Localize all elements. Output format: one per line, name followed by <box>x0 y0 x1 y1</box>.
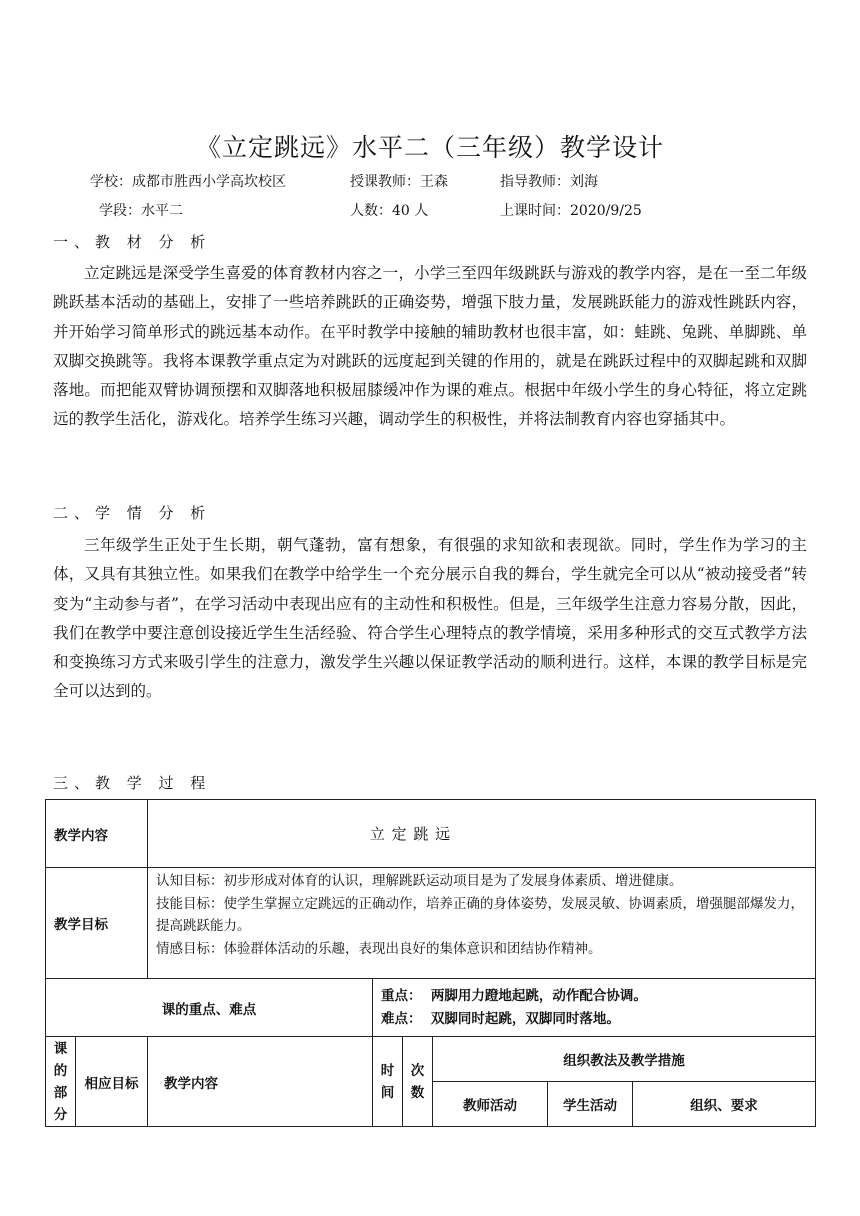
goals-cell <box>148 868 816 979</box>
table-header-row <box>46 1037 816 1082</box>
header-content: 教学内容 <box>148 1037 373 1127</box>
difficulty-label: 难点： <box>381 1010 422 1027</box>
material-analysis-paragraph <box>53 259 807 435</box>
difficulty-text: 双脚同时起跳，双脚同时落地。 <box>430 1010 620 1027</box>
key-text: 两脚用力蹬地起跳，动作配合协调。 <box>430 987 647 1004</box>
header-requirements: 组织、要求 <box>633 1082 816 1127</box>
header-teacher-activity: 教师活动 <box>433 1082 548 1127</box>
student-analysis-paragraph <box>53 531 807 707</box>
meta-time: 上课时间：2020/9/25 <box>500 203 642 219</box>
keypoints-label: 课的重点、难点 <box>46 979 373 1037</box>
table-row <box>46 868 816 979</box>
goal-skill: 技能目标：使学生掌握立定跳远的正确动作，培养正确的身体姿势，发展灵敏、协调素质，增强腿部爆发力，提高跳跃能力。 <box>156 895 804 934</box>
table-row <box>46 800 816 868</box>
section-heading-students: 二、学 情 分 析 <box>53 504 212 522</box>
section-heading-process: 三、教 学 过 程 <box>53 774 212 792</box>
student-analysis-text: 三年级学生正处于生长期，朝气蓬勃，富有想象，有很强的求知欲和表现欲。同时，学生作为学习的主体，又具有其独立性。如果我们在教学中给学生一个充分展示自我的舞台，学生就完全可以从“被动接受者”转变为“主动参与者”，在学习活动中表现出应有的主动性和积极性。但是，三年级学生注意力容易分散，因此，我们在教学中要注意创设接近学生生活经验、符合学生心理特点的教学情境，采用多种形式的交互式教学方法和变换练习方式来吸引学生的注意力，激发学生兴趣以保证教学活动的顺利进行。这样，本课的教学目标是完全可以达到的。 <box>53 536 807 701</box>
header-target: 相应目标 <box>76 1037 148 1127</box>
key-label: 重点： <box>381 987 422 1004</box>
material-analysis-text: 立定跳远是深受学生喜爱的体育教材内容之一，小学三至四年级跳跃与游戏的教学内容，是在一至二年级跳跃基本活动的基础上，安排了一些培养跳跃的正确姿势，增强下肢力量，发展跳跃能力的游戏性跳跃内容，并开始学习简单形式的跳远基本动作。在平时教学中接触的辅助教材也很丰富，如：蛙跳、兔跳、单脚跳、单双脚交换跳等。我将本课教学重点定为对跳跃的远度起到关键的作用的，就是在跳跃过程中的双脚起跳和双脚落地。而把能双臂协调预摆和双脚落地积极屈膝缓冲作为课的难点。根据中年级小学生的身心特征，将立定跳远的教学生活化，游戏化。培养学生练习兴趣，调动学生的积极性，并将法制教育内容也穿插其中。 <box>53 264 807 429</box>
content-label: 教学内容 <box>46 800 148 868</box>
key-point-line <box>381 985 807 1008</box>
section-heading-material: 一、教 材 分 析 <box>53 233 212 251</box>
meta-level: 学段：水平二 <box>99 203 183 219</box>
document-title: 《立定跳远》水平二（三年级）教学设计 <box>195 133 664 162</box>
meta-count: 人数：40 人 <box>350 203 429 219</box>
meta-teacher: 授课教师：王森 <box>350 174 448 190</box>
header-part: 课 的 部 分 <box>46 1037 76 1127</box>
header-organization: 组织教法及教学措施 <box>433 1037 816 1082</box>
goal-cognitive: 认知目标：初步形成对体育的认识，理解跳跃运动项目是为了发展身体素质、增进健康。 <box>156 873 683 889</box>
header-time: 时 间 <box>373 1037 403 1127</box>
header-student-activity: 学生活动 <box>548 1082 633 1127</box>
goals-label: 教学目标 <box>46 868 148 979</box>
keypoints-cell <box>373 979 816 1037</box>
teaching-process-table <box>45 799 816 1127</box>
header-reps: 次 数 <box>403 1037 433 1127</box>
content-value: 立 定 跳 远 <box>148 800 816 868</box>
difficulty-line <box>381 1008 807 1031</box>
meta-school: 学校：成都市胜西小学高坎校区 <box>90 174 286 190</box>
goal-affective: 情感目标：体验群体活动的乐趣，表现出良好的集体意识和团结协作精神。 <box>156 940 602 957</box>
meta-supervisor: 指导教师：刘海 <box>500 174 598 190</box>
table-row <box>46 979 816 1037</box>
